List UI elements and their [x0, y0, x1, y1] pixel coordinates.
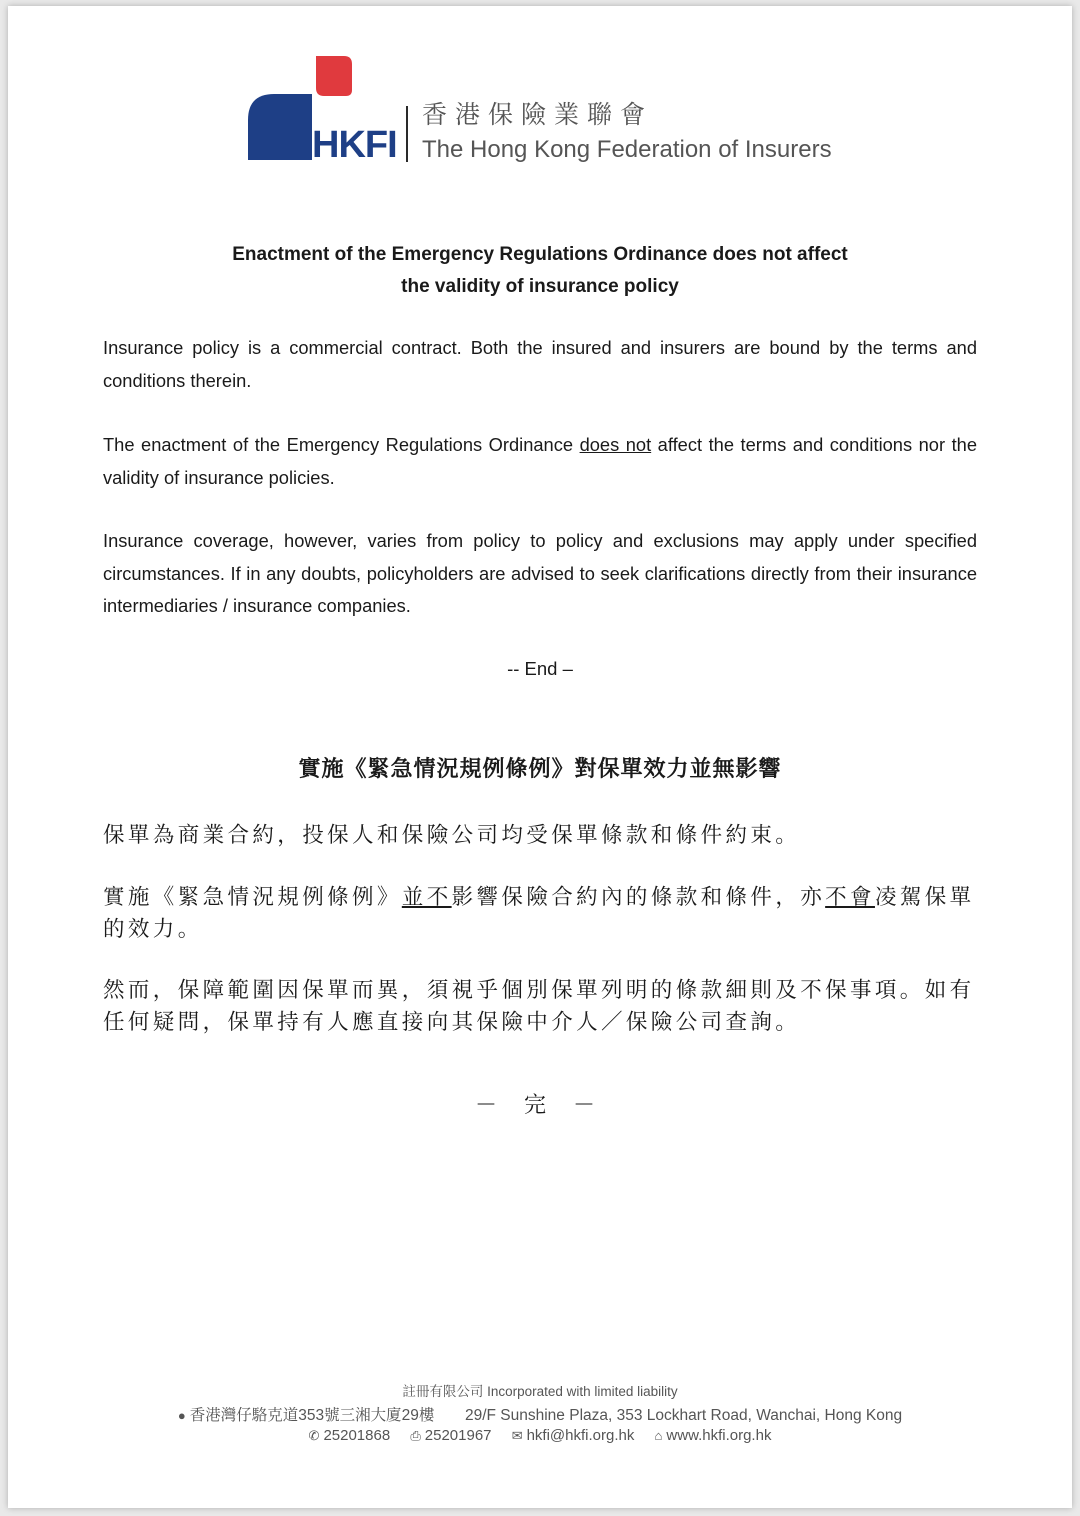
- home-icon: ⌂: [654, 1428, 663, 1443]
- chinese-paragraph-2: [103, 882, 977, 946]
- english-paragraph-2: [103, 429, 977, 494]
- footer-phone: [309, 1427, 391, 1444]
- english-title-line-2: the validity of insurance policy: [401, 276, 679, 297]
- chinese-paragraph-1: 保單為商業合約，投保人和保險公司均受保單條款和條件約束。: [103, 823, 801, 848]
- english-paragraph-3: Insurance coverage, however, varies from policy to policy and exclusions may apply under specified circumstances. If in any doubts, policyholders are advised to seek clarifications directly from their insurance intermediaries / insurance companies.: [103, 530, 977, 616]
- english-paragraph-2-start: The enactment of the Emergency Regulations Ordinance: [103, 434, 580, 455]
- chinese-paragraph-3: 然而，保障範圍因保單而異，須視乎個別保單列明的條款細則及不保事項。如有任何疑問，保單持有人應直接向其保險中介人／保險公司查詢。: [103, 978, 975, 1035]
- footer-contacts: [8, 1427, 1072, 1444]
- english-title: [8, 239, 1072, 303]
- footer-website-link[interactable]: www.hkfi.org.hk: [666, 1427, 772, 1444]
- logo-chinese-name: 香港保險業聯會: [422, 100, 654, 129]
- footer-phone-number: 25201868: [323, 1427, 391, 1444]
- footer-website[interactable]: [655, 1427, 772, 1444]
- document-page: [8, 6, 1072, 1508]
- footer-address-chinese: 香港灣仔駱克道353號三湘大廈29樓: [189, 1407, 435, 1424]
- chinese-end-marker: － 完 －: [475, 1093, 605, 1118]
- english-paragraph-1: Insurance policy is a commercial contract. Both the insured and insurers are bound by the terms and conditions therein.: [103, 337, 977, 391]
- location-pin-icon: ●: [177, 1408, 186, 1423]
- chinese-paragraph-2-part-c: 凌駕保單的效力。: [103, 885, 975, 942]
- footer-fax: [410, 1427, 491, 1444]
- english-underlined-does-not: does not: [579, 434, 652, 455]
- chinese-paragraph-2-part-b: 影響保險合約內的條款和條件，亦: [451, 885, 826, 910]
- chinese-paragraph-2-part-a: 實施《緊急情況規例條例》: [103, 885, 402, 910]
- logo-wordmark: HKFI: [312, 124, 397, 166]
- footer-incorporated: 註冊有限公司 Incorporated with limited liability: [402, 1384, 678, 1399]
- english-end-marker: -- End –: [507, 658, 573, 679]
- chinese-title: 實施《緊急情況規例條例》對保單效力並無影響: [298, 756, 782, 782]
- chinese-underlined-not: 並不: [401, 885, 452, 910]
- phone-icon: ✆: [308, 1428, 320, 1443]
- english-paragraph-2-end: affect the terms and conditions nor the validity of insurance policies.: [103, 434, 977, 488]
- footer-email[interactable]: [512, 1427, 635, 1444]
- footer-email-link[interactable]: hkfi@hkfi.org.hk: [526, 1427, 635, 1444]
- footer-address: [8, 1403, 1072, 1425]
- english-title-line-1: Enactment of the Emergency Regulations Ordinance does not affect: [232, 244, 848, 265]
- logo-english-name: The Hong Kong Federation of Insurers: [422, 136, 832, 163]
- fax-icon: ⎙: [410, 1428, 421, 1443]
- footer-address-english: 29/F Sunshine Plaza, 353 Lockhart Road, Wanchai, Hong Kong: [464, 1407, 903, 1424]
- hkfi-logo: [240, 50, 860, 170]
- logo-divider: [406, 106, 408, 162]
- chinese-underlined-will-not: 不會: [825, 885, 875, 910]
- footer-fax-number: 25201967: [424, 1427, 492, 1444]
- email-icon: ✉: [511, 1428, 523, 1443]
